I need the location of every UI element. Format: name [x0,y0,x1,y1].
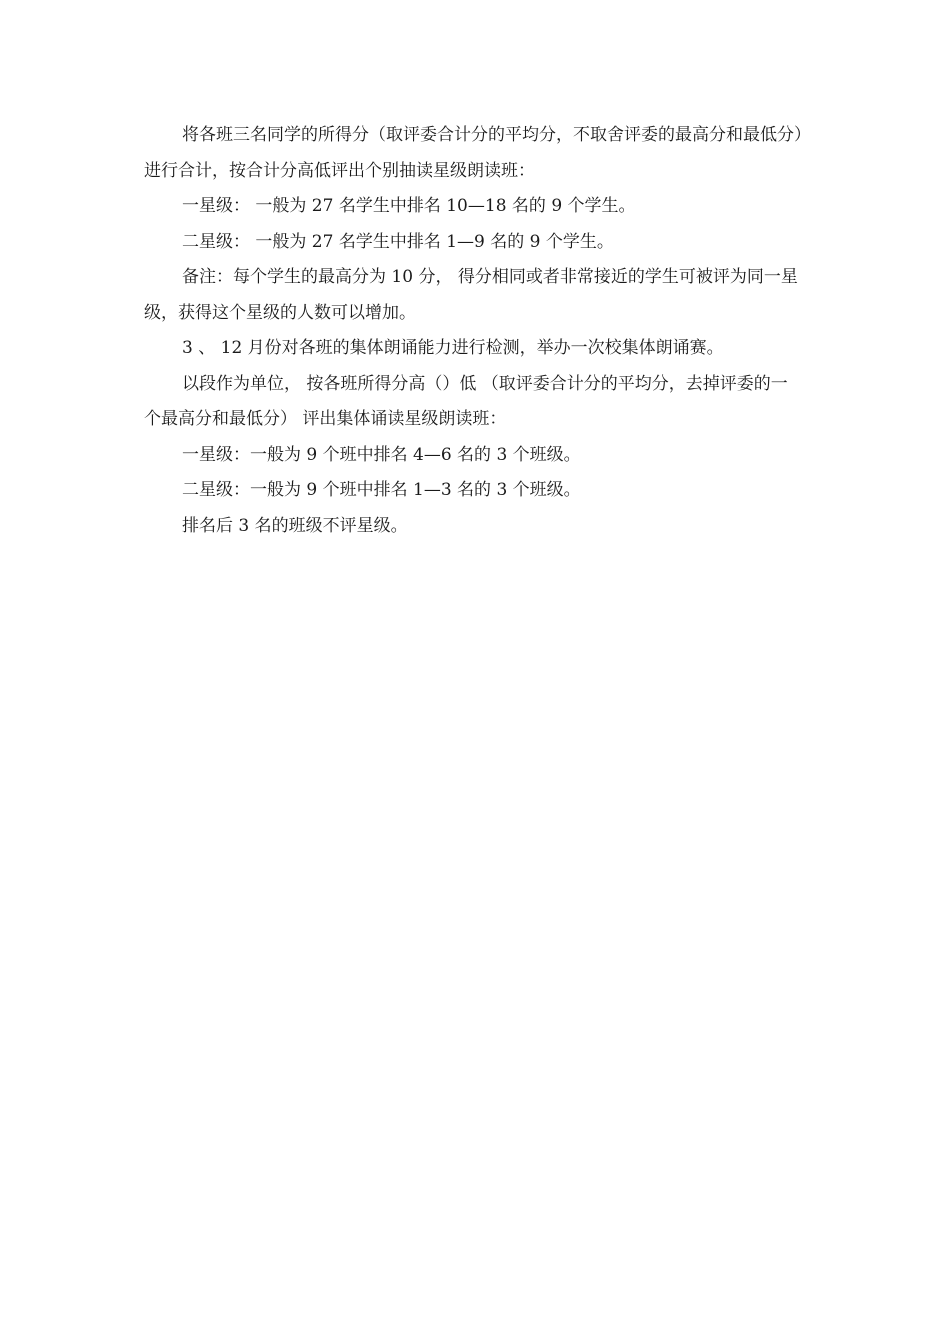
paragraph-december-contest: 3 、 12 月份对各班的集体朗诵能力进行检测，举办一次校集体朗诵赛。 [182,338,724,358]
paragraph-group-one-star: 一星级：一般为 9 个班中排名 4—6 名的 3 个班级。 [182,444,581,465]
paragraph-scoring-method: 将各班三名同学的所得分（取评委合计分的平均分，不取舍评委的最高分和最低分）进行合计，按合计分高低评出个别抽读星级朗读班： [144,125,803,181]
paragraph-individual-two-star: 二星级： 一般为 27 名学生中排名 1—9 名的 9 个学生。 [182,231,614,252]
paragraph-group-scoring: 以段作为单位， 按各班所得分高（）低 （取评委合计分的平均分，去掉评委的一个最高分和最低分） 评出集体诵读星级朗读班： [144,373,788,429]
paragraph-individual-one-star: 一星级： 一般为 27 名学生中排名 10—18 名的 9 个学生。 [182,196,636,216]
paragraph-note: 备注：每个学生的最高分为 10 分， 得分相同或者非常接近的学生可被评为同一星级，获得这个星级的人数可以增加。 [144,267,798,323]
paragraph-bottom-three: 排名后 3 名的班级不评星级。 [182,515,408,536]
paragraph-group-two-star: 二星级：一般为 9 个班中排名 1—3 名的 3 个班级。 [182,480,581,500]
document-body [144,118,804,544]
